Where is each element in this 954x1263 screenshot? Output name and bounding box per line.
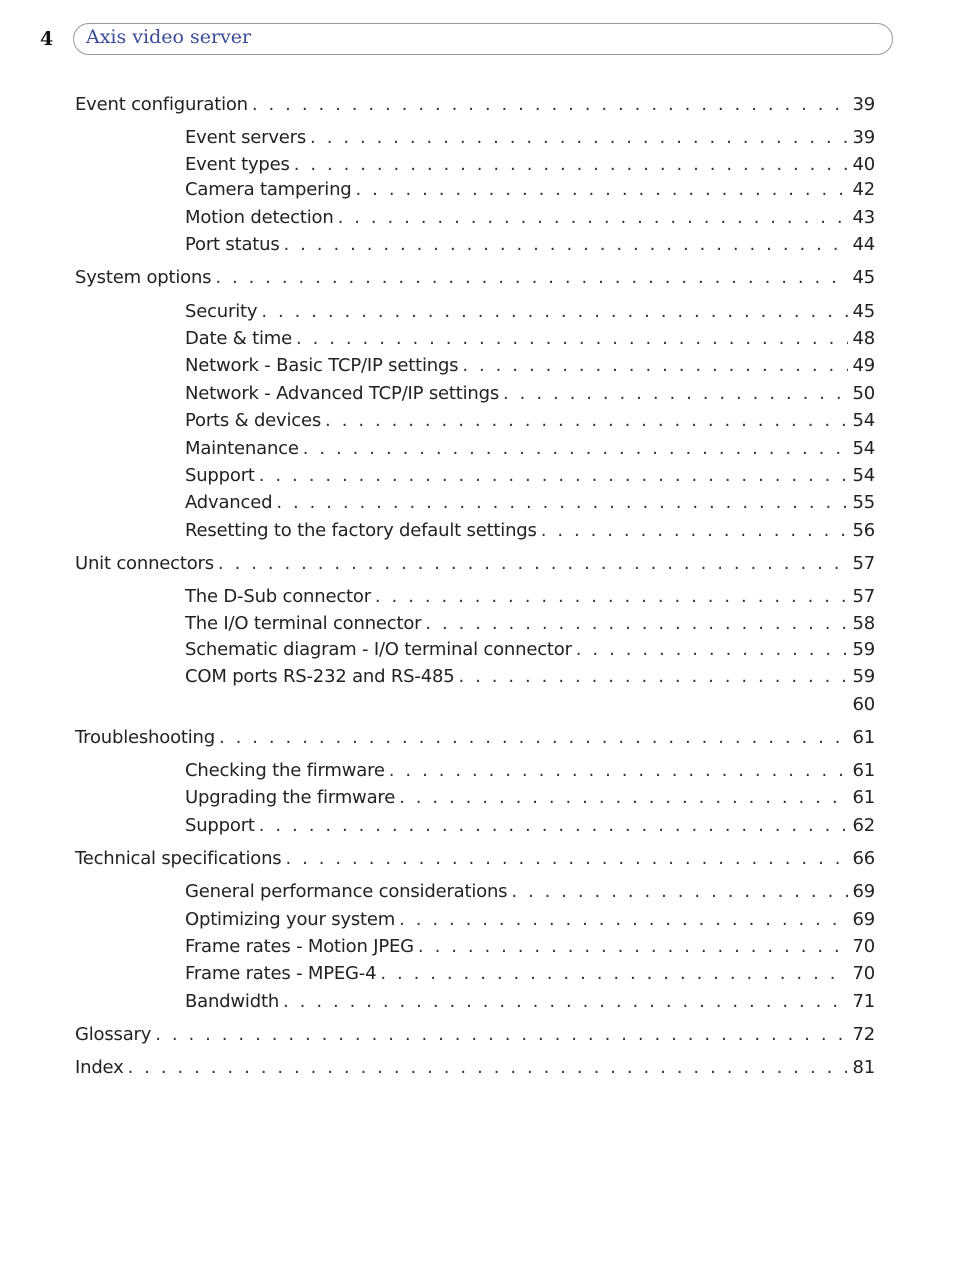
toc-entry-page: 57: [852, 553, 875, 574]
toc-entry-page: 43: [852, 207, 875, 228]
dot-leader: [310, 127, 848, 149]
toc-entry[interactable]: [185, 963, 875, 985]
toc-entry-page: 45: [852, 267, 875, 288]
toc-entry[interactable]: [185, 328, 875, 350]
toc-entry[interactable]: [185, 909, 875, 931]
toc-entry-page: 72: [852, 1024, 875, 1045]
dot-leader: [128, 1057, 849, 1079]
toc-entry-page: 54: [852, 438, 875, 459]
toc-entry-page: 61: [852, 787, 875, 808]
toc-entry[interactable]: [185, 410, 875, 432]
toc-entry[interactable]: [185, 492, 875, 514]
toc-entry-label: Checking the firmware: [185, 760, 385, 781]
dot-leader: [458, 666, 848, 688]
dot-leader: [276, 492, 848, 514]
toc-entry[interactable]: [75, 1057, 875, 1079]
document-title: Axis video server: [86, 26, 252, 48]
dot-leader: [399, 909, 848, 931]
toc-entry-label: Support: [185, 465, 255, 486]
dot-leader: [284, 234, 849, 256]
toc-entry-page: 56: [852, 520, 875, 541]
toc-entry-page: 60: [852, 694, 875, 715]
dot-leader: [462, 355, 848, 377]
toc-entry-label: The I/O terminal connector: [185, 613, 422, 634]
toc-entry-label: Troubleshooting: [75, 727, 215, 748]
dot-leader: [503, 383, 848, 405]
toc-entry-label: Upgrading the firmware: [185, 787, 396, 808]
toc-entry[interactable]: [185, 465, 875, 487]
dot-leader: [259, 815, 849, 837]
toc-entry-label: Unit connectors: [75, 553, 214, 574]
toc-entry[interactable]: [185, 586, 875, 608]
toc-entry-page: 57: [852, 586, 875, 607]
toc-entry-label: Glossary: [75, 1024, 152, 1045]
toc-entry[interactable]: [185, 234, 875, 256]
dot-leader: [541, 520, 849, 542]
toc-entry[interactable]: [185, 127, 875, 149]
toc-entry-label: Event configuration: [75, 94, 248, 115]
toc-entry-label: Schematic diagram - I/O terminal connector: [185, 639, 572, 660]
toc-entry-page: 42: [852, 179, 875, 200]
toc-entry-label: Support: [185, 815, 255, 836]
toc-entry-label: Maintenance: [185, 438, 299, 459]
toc-entry[interactable]: [185, 207, 875, 229]
toc-entry[interactable]: [185, 639, 875, 661]
dot-leader: [418, 936, 849, 958]
toc-entry-page: 69: [852, 881, 875, 902]
dot-leader: [252, 94, 849, 116]
toc-entry-page: 66: [852, 848, 875, 869]
toc-entry-label: Port status: [185, 234, 280, 255]
dot-leader: [380, 963, 848, 985]
toc-entry-page: 39: [852, 127, 875, 148]
toc-entry-label: Technical specifications: [75, 848, 282, 869]
toc-entry[interactable]: [185, 154, 875, 176]
toc-entry-label: Event servers: [185, 127, 307, 148]
toc-entry-page: 44: [852, 234, 875, 255]
toc-entry[interactable]: [75, 1024, 875, 1046]
toc-entry-label: Motion detection: [185, 207, 334, 228]
toc-entry-page: 45: [852, 301, 875, 322]
dot-leader: [338, 207, 849, 229]
dot-leader: [425, 613, 848, 635]
toc-entry[interactable]: [75, 94, 875, 116]
toc-entry-label: Frame rates - Motion JPEG: [185, 936, 414, 957]
header-title-bar: [73, 23, 893, 55]
toc-entry-label: Camera tampering: [185, 179, 352, 200]
dot-leader: [296, 328, 849, 350]
toc-entry-page: 54: [852, 410, 875, 431]
toc-entry-label: General performance considerations: [185, 881, 508, 902]
toc-entry[interactable]: [75, 848, 875, 870]
dot-leader: [375, 586, 849, 608]
dot-leader: [356, 179, 849, 201]
toc-entry[interactable]: [185, 787, 875, 809]
toc-entry[interactable]: [185, 613, 875, 635]
toc-entry-page: 54: [852, 465, 875, 486]
toc-entry-label: Date & time: [185, 328, 292, 349]
toc-entry[interactable]: [75, 553, 875, 575]
toc-entry-label: Ports & devices: [185, 410, 322, 431]
toc-entry[interactable]: [185, 666, 875, 688]
toc-entry[interactable]: [185, 760, 875, 782]
dot-leader: [294, 154, 849, 176]
dot-leader: [389, 760, 849, 782]
toc-entry-label: COM ports RS-232 and RS-485: [185, 666, 455, 687]
dot-leader: [325, 410, 848, 432]
toc-entry-label: Resetting to the factory default settings: [185, 520, 537, 541]
toc-entry-label: Security: [185, 301, 258, 322]
dot-leader: [259, 465, 849, 487]
toc-entry[interactable]: [185, 355, 875, 377]
toc-entry-label: Event types: [185, 154, 290, 175]
toc-entry-label: System options: [75, 267, 212, 288]
toc-entry-page: 61: [852, 727, 875, 748]
dot-leader: [576, 639, 849, 661]
dot-leader: [218, 553, 849, 575]
toc-entry-page: 40: [852, 154, 875, 175]
toc-entry-page: 55: [852, 492, 875, 513]
dot-leader: [285, 848, 848, 870]
toc-entry-label: Optimizing your system: [185, 909, 396, 930]
dot-leader: [511, 881, 848, 903]
toc-entry[interactable]: [185, 936, 875, 958]
toc-entry-page: 50: [852, 383, 875, 404]
dot-leader: [283, 991, 848, 1013]
toc-entry-label: Advanced: [185, 492, 273, 513]
toc-entry-page-only[interactable]: [185, 694, 875, 716]
dot-leader: [303, 438, 849, 460]
toc-entry-page: 70: [852, 963, 875, 984]
toc-entry-page: 70: [852, 936, 875, 957]
toc-entry-page: 71: [852, 991, 875, 1012]
toc-entry[interactable]: [185, 438, 875, 460]
toc-entry-page: 81: [852, 1057, 875, 1078]
toc-entry[interactable]: [185, 881, 875, 903]
toc-entry[interactable]: [185, 520, 875, 542]
toc-entry-label: Network - Basic TCP/IP settings: [185, 355, 459, 376]
toc-entry-page: 48: [852, 328, 875, 349]
dot-leader: [155, 1024, 848, 1046]
toc-entry-page: 49: [852, 355, 875, 376]
toc-entry[interactable]: [75, 727, 875, 749]
toc-entry[interactable]: [75, 267, 875, 289]
toc-entry-page: 59: [852, 639, 875, 660]
dot-leader: [399, 787, 848, 809]
toc-entry[interactable]: [185, 301, 875, 323]
toc-entry-page: 62: [852, 815, 875, 836]
dot-leader: [261, 301, 848, 323]
toc-entry-label: Frame rates - MPEG-4: [185, 963, 377, 984]
dot-leader: [219, 727, 849, 749]
toc-entry[interactable]: [185, 991, 875, 1013]
toc-entry-label: Bandwidth: [185, 991, 280, 1012]
toc-entry[interactable]: [185, 815, 875, 837]
toc-entry-page: 69: [852, 909, 875, 930]
toc-entry[interactable]: [185, 383, 875, 405]
toc-entry[interactable]: [185, 179, 875, 201]
page-number: 4: [40, 28, 54, 50]
toc-entry-page: 59: [852, 666, 875, 687]
toc-entry-page: 58: [852, 613, 875, 634]
toc-entry-page: 61: [852, 760, 875, 781]
toc-entry-label: The D-Sub connector: [185, 586, 371, 607]
dot-leader: [215, 267, 848, 289]
toc-entry-label: Network - Advanced TCP/IP settings: [185, 383, 500, 404]
toc-entry-label: Index: [75, 1057, 124, 1078]
toc-entry-page: 39: [852, 94, 875, 115]
